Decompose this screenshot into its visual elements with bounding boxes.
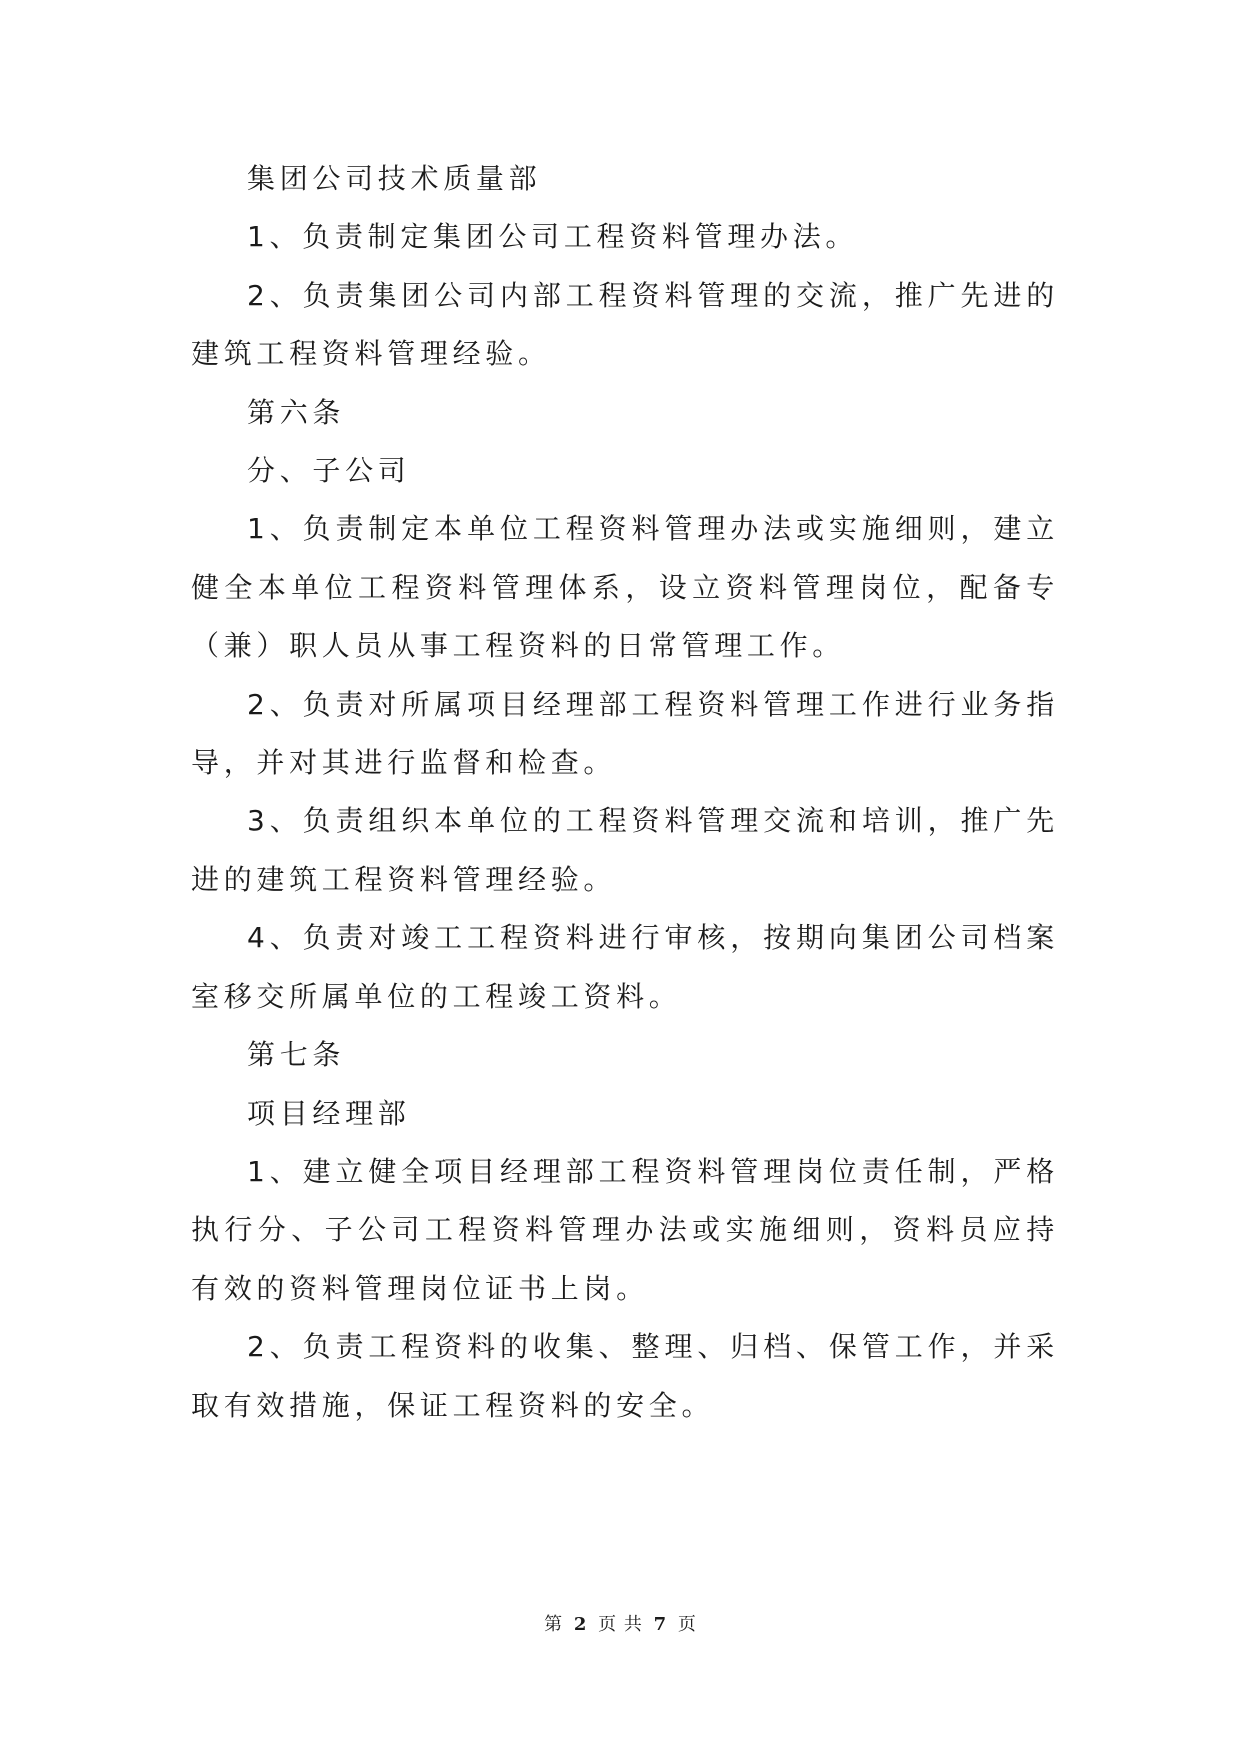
section-heading: 分、子公司	[247, 454, 411, 488]
section-heading: 项目经理部	[247, 1096, 411, 1130]
list-item: 3、负责组织本单位的工程资料管理交流和培训，推广先进的建筑工程资料管理经验。	[191, 804, 1059, 896]
article-heading: 第六条	[247, 395, 346, 429]
list-item: 2、负责集团公司内部工程资料管理的交流，推广先进的建筑工程资料管理经验。	[191, 278, 1059, 371]
list-item: 4、负责对竣工工程资料进行审核，按期向集团公司档案室移交所属单位的工程竣工资料。	[191, 921, 1059, 1013]
footer-prefix: 第	[544, 1614, 564, 1635]
list-item: 1、建立健全项目经理部工程资料管理岗位责任制，严格执行分、子公司工程资料管理办法或实施细则，资料员应持有效的资料管理岗位证书上岗。	[191, 1154, 1059, 1305]
list-item: 1、负责制定集团公司工程资料管理办法。	[247, 220, 859, 254]
footer-middle: 页 共	[598, 1614, 643, 1635]
total-pages-number: 7	[653, 1614, 668, 1635]
current-page-number: 2	[573, 1614, 588, 1635]
list-item: 1、负责制定本单位工程资料管理办法或实施细则，建立健全本单位工程资料管理体系，设立资料管理岗位，配备专（兼）职人员从事工程资料的日常管理工作。	[191, 512, 1059, 663]
footer-suffix: 页	[677, 1614, 697, 1635]
document-body	[191, 150, 1059, 1435]
list-item: 2、负责工程资料的收集、整理、归档、保管工作，并采取有效措施，保证工程资料的安全。	[191, 1330, 1059, 1422]
page-footer	[0, 1610, 1241, 1636]
list-item: 2、负责对所属项目经理部工程资料管理工作进行业务指导，并对其进行监督和检查。	[191, 687, 1059, 780]
article-heading: 第七条	[247, 1038, 346, 1072]
section-heading: 集团公司技术质量部	[247, 162, 542, 195]
